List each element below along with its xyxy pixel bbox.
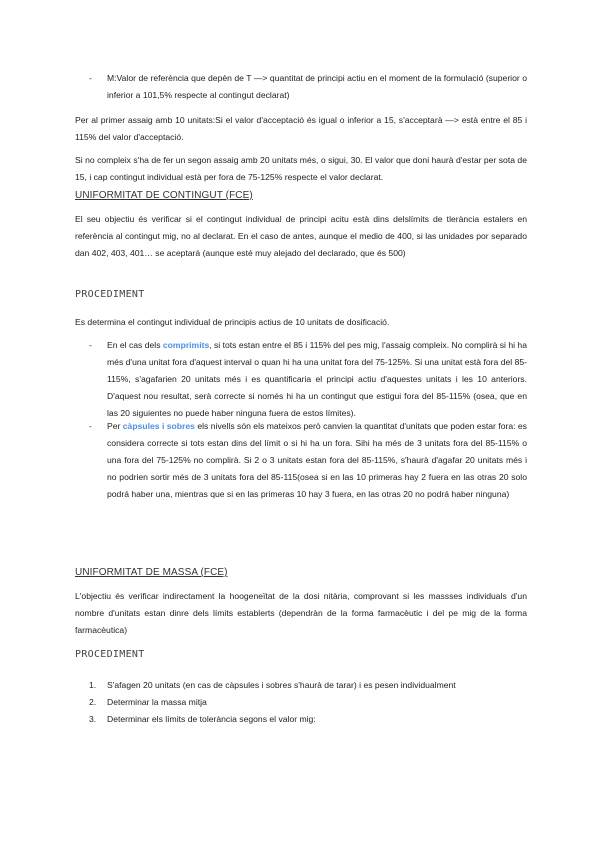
bullet-tablets-suffix: , si tots estan entre el 85 i 115% del pes mig, l'assaig compleix. No complirà si hi ha més d'una unitat fora d'aquest interval o quan hi ha una unitat fora del 75-125%. Si una unitat està fora del 85-115%, s'agafarien 20 unitats més i es quantificaria el principi actiu d'aquestes unitats i les 10 anteriors. D'aquest nou resultat, serà correcte si només hi ha un contingut que estigui fora del 85-115% (osea, que en las 20 siguientes no puede haber ninguna fuera de estos límites). (107, 340, 527, 418)
procedure-steps (75, 677, 527, 728)
step-number: 3. (89, 714, 97, 724)
section-title-content-uniformity: UNIFORMITAT DE CONTINGUT (FCE) (75, 190, 253, 201)
dash-marker: - (89, 340, 92, 350)
bullet-capsules-suffix: els nivells són els mateixos però canvien la quantitat d'unitats que poden estar fora: es considera correcte si tots estan dins del límit o si hi ha un fora. Sihi ha més de 3 unitats fora del 85-115% o una fora del 75-125% no complirà. Si 2 o 3 unitats estan fora del 85-115%, s'haurà d'agafar 20 unitats més i no podrien sortir més de 3 unitats fora del 85-115(osea si en las 10 primeras hay 2 fuera en las otras 20 solo podrá haber una, mientras que si en las primeras 10 hay 3 fuera, en las otras 20 no podrá haber ninguna) (107, 421, 527, 499)
bullet-tablets-prefix: En el cas dels (107, 340, 163, 350)
dash-marker: - (89, 73, 92, 83)
bullet-capsules-prefix: Per (107, 421, 123, 431)
bullet-capsules-text (107, 418, 527, 503)
dash-marker: - (89, 421, 92, 431)
paragraph-procedure-1: Es determina el contingut individual de principis actius de 10 unitats de dosificació. (75, 317, 390, 327)
bullet-tablets-text (107, 337, 527, 422)
bullet-tablets (75, 337, 527, 422)
step-number: 2. (89, 697, 97, 707)
step-text: Determinar els límits de tolerància segons el valor mig: (107, 714, 316, 724)
step-text: Determinar la massa mitja (107, 697, 207, 707)
step-text: S'afagen 20 unitats (en cas de càpsules i sobres s'haurà de tarar) i es pesen individualment (107, 680, 456, 690)
paragraph-second-test: Si no compleix s'ha de fer un segon assaig amb 20 unitats més, o sigui, 30. El valor que doni haurà d'estar per sota de 15, i cap contingut individual està per fora de 75-125% respecte el valor declarat. (75, 155, 527, 182)
intro-bullet-text: M:Valor de referència que depèn de T —> quantitat de principi actiu en el moment de la formulació (superior o inferior a 101,5% respecte al contingut declarat) (107, 73, 527, 100)
paragraph-first-test: Per al primer assaig amb 10 unitats:Si el valor d'acceptació és igual o inferior a 15, s'acceptarà —> està entre el 85 i 115% del valor d'acceptació. (75, 115, 527, 142)
highlight-tablets: comprimits (162, 340, 210, 350)
bullet-capsules (75, 418, 527, 503)
procedure-heading-2: PROCEDIMENT (75, 649, 145, 660)
list-item (75, 694, 527, 711)
highlight-capsules: càpsules i sobres (122, 421, 195, 431)
section-title-mass-uniformity: UNIFORMITAT DE MASSA (FCE) (75, 567, 228, 578)
paragraph-content-uniformity: El seu objectiu és verificar si el contingut individual de principi acitu està dins delslímits de tlerància estalers en referència al contingut mig, no al declarat. En el caso de antes, aunque el medio de 400, si las unidades por separado dan 402, 403, 401… se aceptará (aunque esté muy alejado del declarado, que és 500) (75, 214, 527, 258)
list-item (75, 711, 527, 728)
procedure-heading-1: PROCEDIMENT (75, 289, 145, 300)
list-item (75, 677, 527, 694)
step-number: 1. (89, 680, 97, 690)
paragraph-mass-uniformity: L'objectiu és verificar indirectament la hoogeneïtat de la dosi nitària, comprovant si les massses individuals d'un nombre d'unitats estan dinre dels límits establerts (dependràn de la forma farmacèutic i del pe mig de la forma farmacèutica) (75, 591, 527, 635)
intro-bullet (75, 70, 527, 104)
